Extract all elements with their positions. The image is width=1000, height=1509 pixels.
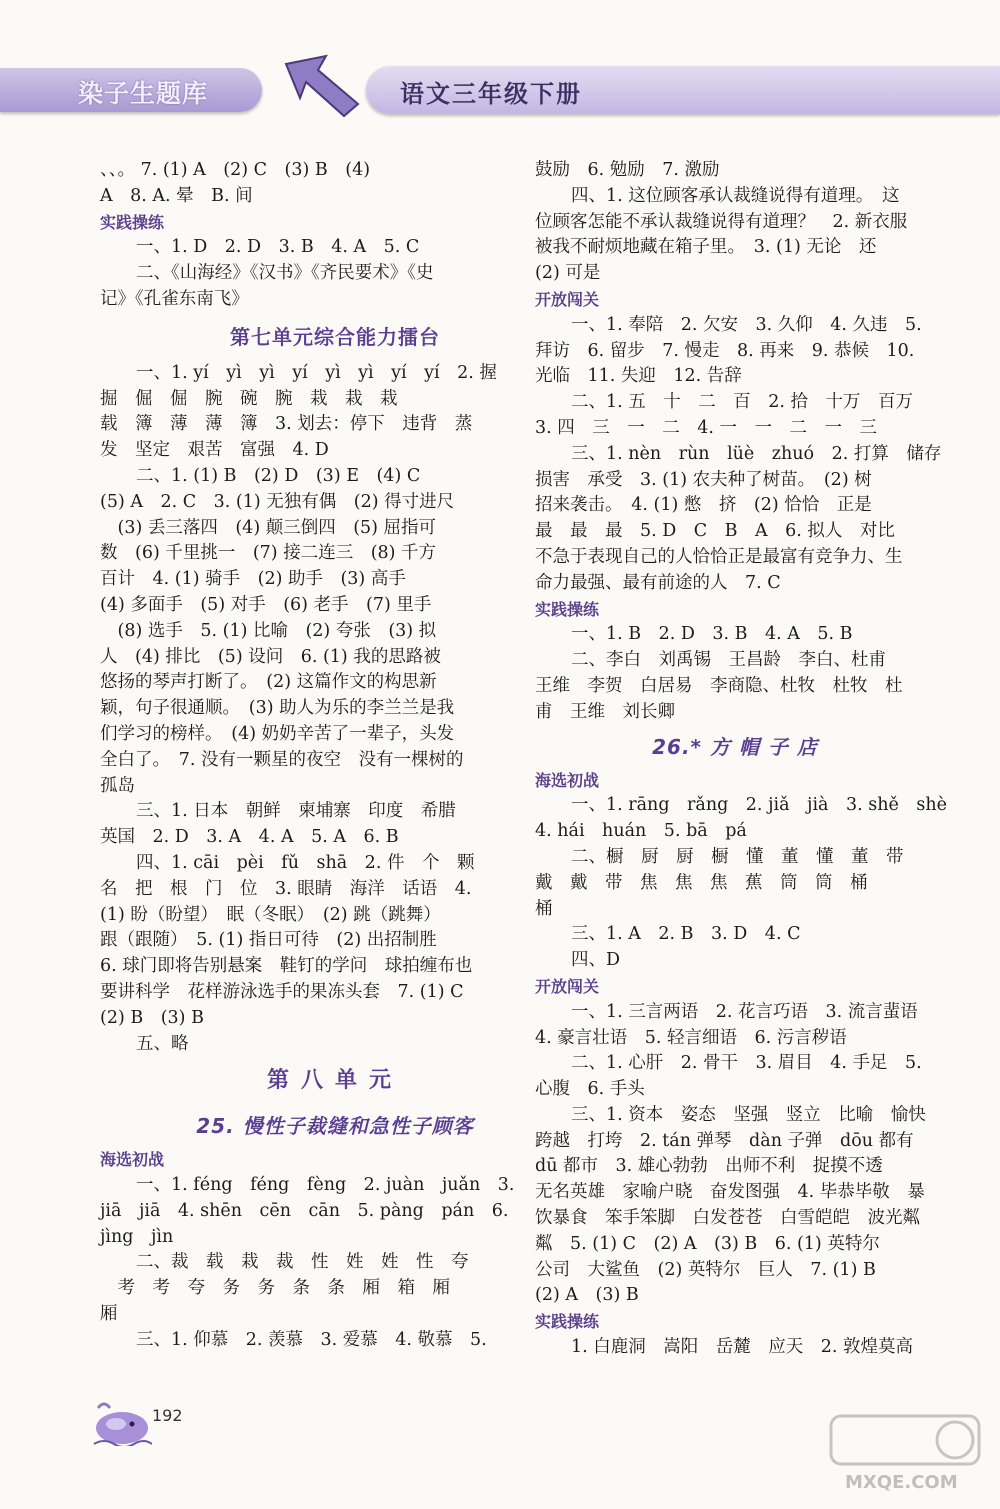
right-answer-line: 一、1. B 2. D 3. B 4. A 5. B (571, 624, 853, 645)
right-answer-line: 一、1. rāng rǎng 2. jiǎ jià 3. shě shè (571, 795, 947, 816)
left-answer-line: 四、1. cāi pèi fǔ shā 2. 件 个 颗 (136, 852, 475, 873)
left-answer-line: 跟（跟随） 5. (1) 指日可待 (2) 出招制胜 (100, 930, 437, 951)
left-answer-line: 掘 倔 倔 腕 碗 腕 栽 栽 栽 (100, 388, 398, 409)
left-answer-line: A 8. A. 晕 B. 间 (100, 185, 253, 206)
right-answer-line: 三、1. nèn rùn lüè zhuó 2. 打算 储存 (571, 443, 942, 464)
right-answer-line: 1. 白鹿洞 嵩阳 岳麓 应天 2. 敦煌莫高 (571, 1337, 914, 1358)
left-column (100, 158, 570, 1354)
right-answer-line: 甫 王维 刘长卿 (535, 701, 675, 722)
left-answer-line: 二、1. (1) B (2) D (3) E (4) C (136, 465, 421, 486)
watermark-seal-icon (825, 1410, 985, 1470)
left-answer-line: 人 (4) 排比 (5) 设问 6. (1) 我的思路被 (100, 646, 441, 667)
right-answer-line: 二、1. 五 十 二 百 2. 拾 十万 百万 (571, 392, 914, 413)
right-answer-line: 跨越 打垮 2. tán 弹琴 dàn 子弹 dōu 都有 (535, 1130, 914, 1151)
right-answer-line: (2) 可是 (535, 263, 601, 284)
left-answer-line: 数 (6) 千里挑一 (7) 接二连三 (8) 千方 (100, 543, 437, 564)
watermark-text: MXQE.COM (845, 1472, 958, 1493)
series-banner (0, 68, 262, 112)
right-section-heading: 实践操练 (535, 1312, 600, 1332)
left-answer-line: 6. 球门即将告别悬案 鞋钉的学问 球拍缠布也 (100, 956, 473, 977)
right-answer-line: 二、1. 心肝 2. 骨干 3. 眉目 4. 手足 5. (571, 1053, 922, 1074)
left-answer-line: (4) 多面手 (5) 对手 (6) 老手 (7) 里手 (100, 594, 432, 615)
right-answer-line: 4. hái huán 5. bā pá (535, 821, 747, 842)
right-answer-line: 被我不耐烦地藏在箱子里。 3. (1) 无论 还 (535, 237, 877, 258)
left-answer-line: (2) B (3) B (100, 1007, 204, 1028)
left-answer-line: 五、略 (136, 1033, 189, 1054)
left-answer-line: 、、。 7. (1) A (2) C (3) B (4) (100, 160, 371, 180)
right-answer-line: 4. 豪言壮语 5. 轻言细语 6. 污言秽语 (535, 1027, 847, 1048)
right-answer-line: 拜访 6. 留步 7. 慢走 8. 再来 9. 恭候 10. (535, 340, 915, 361)
watermark-logo (825, 1410, 985, 1500)
right-section-heading: 开放闯关 (535, 289, 600, 309)
right-answer-line: 饮暴食 笨手笨脚 白发苍苍 白雪皑皑 波光粼 (535, 1208, 920, 1229)
right-answer-line: (2) A (3) B (535, 1285, 639, 1306)
right-answer-line: 二、李白 刘禹锡 王昌龄 李白、杜甫 (571, 650, 886, 671)
left-answer-line: 全白了。 7. 没有一颗星的夜空 没有一棵树的 (100, 749, 464, 770)
right-answer-line: 四、D (571, 950, 621, 971)
left-answer-line: 三、1. 日本 朝鲜 柬埔寨 印度 希腊 (136, 801, 456, 822)
left-answer-line: 发 坚定 艰苦 富强 4. D (100, 440, 329, 461)
right-answer-line: 一、1. 奉陪 2. 欠安 3. 久仰 4. 久违 5. (571, 314, 922, 335)
right-section-heading: 海选初战 (535, 770, 600, 790)
right-answer-line: 三、1. 资本 姿态 坚强 竖立 比喻 愉快 (571, 1104, 926, 1125)
right-answer-line: 无名英雄 家喻户晓 奋发图强 4. 毕恭毕敬 暴 (535, 1182, 925, 1203)
series-title: 染子生题库 (78, 79, 209, 108)
right-answer-line: 命力最强、最有前途的人 7. C (535, 572, 781, 593)
whale-icon (92, 1400, 152, 1446)
right-answer-line: 鼓励 6. 勉励 7. 激励 (535, 160, 720, 180)
right-answer-line: 心腹 6. 手头 (535, 1079, 645, 1100)
left-answer-line: 悠扬的琴声打断了。 (2) 这篇作文的构思新 (100, 672, 437, 693)
book-title: 语文三年级下册 (400, 80, 582, 108)
right-answer-line: 招来袭击。 4. (1) 憋 挤 (2) 恰恰 正是 (535, 495, 872, 516)
right-answer-line: 不急于表现自己的人恰恰正是最富有竞争力、生 (535, 546, 903, 567)
left-answer-line: jiā jiā 4. shēn cēn cān 5. pàng pán 6. (100, 1200, 509, 1221)
left-answer-line: jìng jìn (100, 1226, 174, 1247)
left-answer-line: 百计 4. (1) 骑手 (2) 助手 (3) 高手 (100, 569, 406, 590)
left-answer-line: 一、1. yí yì yì yí yì yì yí yí 2. 握 (136, 362, 497, 383)
right-answer-line: 损害 承受 3. (1) 农夫种了树苗。 (2) 树 (535, 469, 872, 490)
right-answer-line: 公司 大鲨鱼 (2) 英特尔 巨人 7. (1) B (535, 1259, 876, 1280)
arrow-icon (282, 54, 362, 120)
right-answer-line: 一、1. 三言两语 2. 花言巧语 3. 流言蜚语 (571, 1001, 918, 1022)
left-answer-line: 载 簿 薄 薄 簿 3. 划去：停下 违背 蒸 (100, 414, 473, 435)
right-section-heading: 开放闯关 (535, 976, 600, 996)
right-section-heading: 实践操练 (535, 599, 600, 619)
left-answer-line: 三、1. 仰慕 2. 羡慕 3. 爱慕 4. 敬慕 5. (136, 1329, 487, 1350)
left-answer-line: 们学习的榜样。 (4) 奶奶辛苦了一辈子，头发 (100, 723, 455, 744)
left-answer-line: (1) 盼（盼望） 眠（冬眠） (2) 跳（跳舞） (100, 904, 441, 925)
left-answer-line: 要讲科学 花样游泳选手的果冻头套 7. (1) C (100, 981, 464, 1002)
left-unit-heading: 第七单元综合能力擂台 (230, 324, 440, 349)
left-answer-line: (8) 选手 5. (1) 比喻 (2) 夸张 (3) 拟 (100, 620, 437, 641)
right-answer-line: 位顾客怎能不承认裁缝说得有道理？ 2. 新衣服 (535, 211, 908, 232)
left-section-heading: 海选初战 (100, 1150, 165, 1170)
page-footer (92, 1394, 212, 1454)
right-answer-line: 光临 11. 失迎 12. 告辞 (535, 366, 742, 387)
left-answer-line: 一、1. D 2. D 3. B 4. A 5. C (136, 237, 420, 258)
left-answer-line: 二、《山海经》《汉书》《齐民要术》《史 (136, 263, 434, 284)
book-banner (366, 66, 1000, 114)
right-answer-line: 三、1. A 2. B 3. D 4. C (571, 924, 801, 945)
left-answer-line: 颖，句子很通顺。 (3) 助人为乐的李兰兰是我 (100, 698, 455, 719)
right-answer-line: 桶 (535, 898, 553, 919)
left-answer-line: 考 考 夸 务 务 条 条 厢 箱 厢 (100, 1278, 450, 1299)
right-answer-line: dū 都市 3. 雄心勃勃 出师不利 捉摸不透 (535, 1156, 883, 1177)
right-answer-line: 四、1. 这位顾客承认裁缝说得有道理。 这 (571, 185, 900, 206)
right-answer-line: 粼 5. (1) C (2) A (3) B 6. (1) 英特尔 (535, 1233, 880, 1254)
left-lesson-title: 25. 慢性子裁缝和急性子顾客 (196, 1114, 474, 1139)
left-unit-heading: 第八单元 (266, 1068, 403, 1094)
page-header (0, 0, 1000, 140)
left-answer-line: 厢 (100, 1304, 118, 1325)
left-answer-line: 二、裁 载 栽 裁 性 姓 姓 性 夸 (136, 1252, 469, 1273)
right-answer-line: 王维 李贺 白居易 李商隐、杜牧 杜牧 杜 (535, 675, 903, 696)
left-answer-line: (3) 丢三落四 (4) 颠三倒四 (5) 屈指可 (100, 517, 437, 538)
left-section-heading: 实践操练 (100, 212, 165, 232)
right-lesson-title: 26.* 方 帽 子 店 (652, 734, 818, 759)
page-number: 192 (152, 1406, 183, 1425)
left-answer-line: 记》《孔雀东南飞》 (100, 288, 249, 309)
left-answer-line: 英国 2. D 3. A 4. A 5. A 6. B (100, 827, 399, 848)
right-answer-line: 最 最 最 5. D C B A 6. 拟人 对比 (535, 521, 895, 542)
right-answer-line: 3. 四 三 一 二 4. 一 一 二 一 三 (535, 417, 878, 438)
right-answer-line: 二、橱 厨 厨 橱 懂 董 懂 董 带 (571, 846, 904, 867)
left-answer-line: (5) A 2. C 3. (1) 无独有偶 (2) 得寸进尺 (100, 491, 455, 512)
left-answer-line: 名 把 根 门 位 3. 眼睛 海洋 话语 4. (100, 878, 472, 899)
left-answer-line: 一、1. féng féng fèng 2. juàn juǎn 3. (136, 1175, 515, 1196)
right-answer-line: 戴 戴 带 焦 焦 焦 蕉 筒 筒 桶 (535, 872, 868, 893)
left-answer-line: 孤岛 (100, 775, 135, 796)
right-column (535, 158, 947, 1361)
